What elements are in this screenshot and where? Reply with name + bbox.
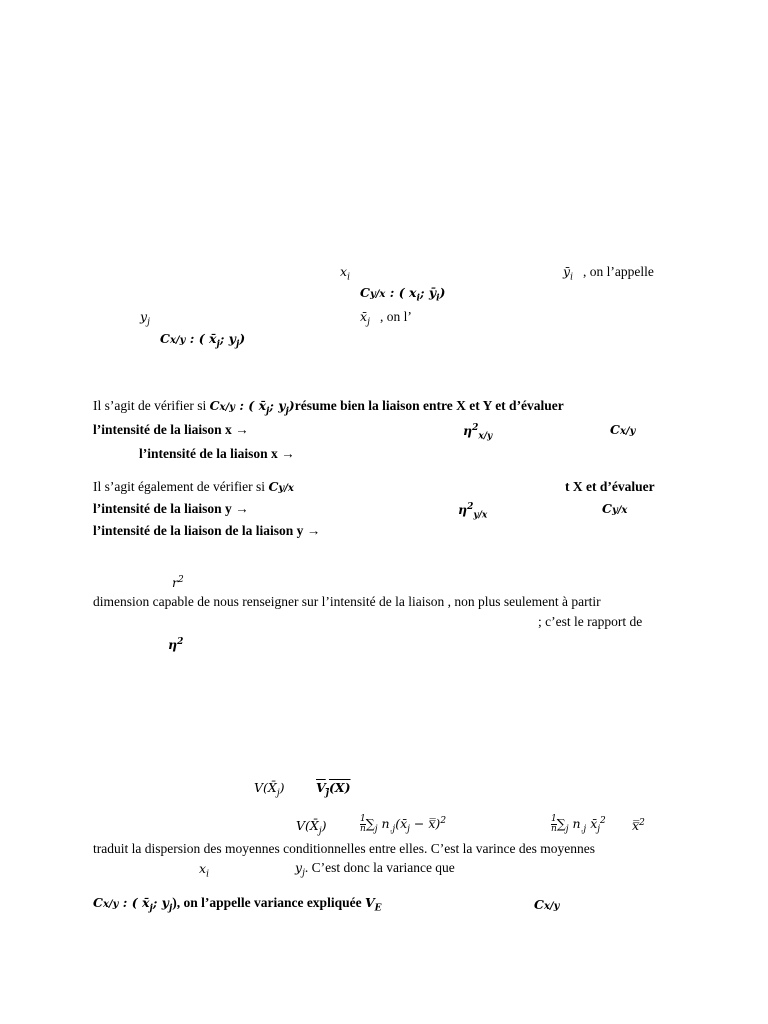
math-c-x-y-2: Cx/y <box>610 422 636 437</box>
p1-line3: l’intensité de la liaison x → <box>139 446 295 461</box>
math-c-x-y: Cx/y : ( $x̄_j$; $y_j$) <box>160 331 246 350</box>
math-eta2-x-y: $\eta^2_{x/y}$ <box>463 423 493 442</box>
math-x-i: $x_i$ <box>340 264 350 283</box>
p2-line1-post: t X et d’évaluer <box>565 479 655 494</box>
math-c-x-y-3: Cx/y <box>534 897 560 912</box>
math-ybar-i: $ȳ_i$ <box>563 264 573 283</box>
math-c-y-x-2: Cy/x <box>602 501 628 516</box>
math-eta2: $\eta^2$ <box>168 637 184 653</box>
math-v-xbar-j: $V(X̄_j)$ <box>254 780 285 799</box>
formula-variance-1: $\frac{1}{n}$ $\sum_j$ $n_{.j}(x̄_j$ − x̿)$^2$ <box>360 814 447 835</box>
p1-line2-text: l’intensité de la liaison x → <box>93 422 249 437</box>
p2-line3: l’intensité de la liaison de la liaison y → <box>93 523 321 538</box>
p4-line2: $y_j$. C’est donc la variance que <box>295 860 455 879</box>
math-x-i-2: $x_i$ <box>199 861 209 880</box>
formula-variance-2: $\frac{1}{n}$ $\sum_j$ $n_{.j}$ $x̄_j^2$ <box>551 814 606 835</box>
p2-line1-pre: Il s’agit également de vérifier si Cy/x <box>93 479 294 494</box>
p2-line2-text: l’intensité de la liaison y → <box>93 501 249 516</box>
math-r2: $r^2$ <box>172 575 184 591</box>
math-xbar-j: $x̄_j$ <box>360 309 370 328</box>
p4-line1: traduit la dispersion des moyennes conditionnelles entre elles. C’est la varince des moyennes <box>93 841 595 856</box>
text-on-lappelle: , on l’appelle <box>583 264 654 279</box>
math-eta2-y-x: $\eta^2_{y/x}$ <box>458 502 488 521</box>
math-xbarbar-2: x̿$^2$ <box>632 818 645 834</box>
math-y-j: $y_j$ <box>140 309 150 328</box>
p4-line3: Cx/y : ( $x̄_j$; $y_j$), on l’appelle variance expliquée $V_E$ <box>93 895 382 914</box>
text-on-l: , on l’ <box>380 309 412 324</box>
math-v-xbar-j-2: $V(X̄_j)$ <box>296 818 327 837</box>
p1-line1: Il s’agit de vérifier si Cx/y : ( $x̄_j$; $y_j)résume$ bien la liaison entre X et Y et d’évaluer <box>93 398 564 417</box>
p3-line1: dimension capable de nous renseigner sur l’intensité de la liaison , non plus seulement à partir <box>93 594 601 609</box>
math-c-y-x: Cy/x : ( $x_i$; $ȳ_i$) <box>360 285 446 304</box>
math-vj-x-bar: $V_j(X)$ <box>316 780 351 799</box>
p3-line2: ; c’est le rapport de <box>538 614 643 629</box>
